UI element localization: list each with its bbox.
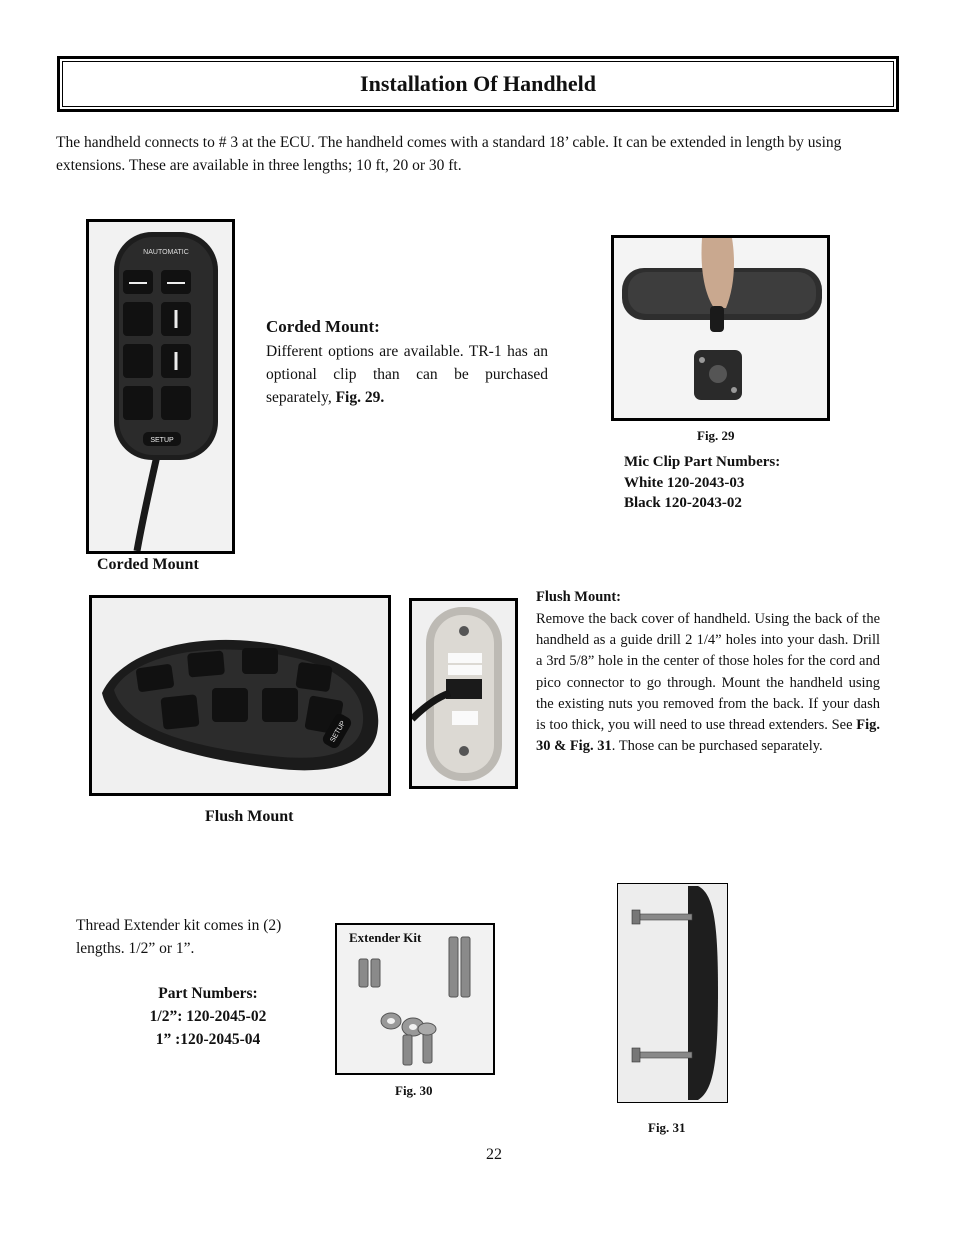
corded-mount-heading: Corded Mount: [266, 317, 380, 336]
mic-clip-title: Mic Clip Part Numbers: [624, 454, 781, 470]
extender-part-numbers [76, 982, 340, 1051]
fig29-caption: Fig. 29 [697, 428, 735, 443]
corded-mount-text [266, 340, 548, 409]
corded-setup-text: SETUP [150, 437, 174, 444]
flush-mount-heading: Flush Mount: [536, 589, 622, 605]
mic-clip-black: Black 120-2043-02 [624, 495, 742, 511]
flush-fig-ref: Fig. 30 & Fig. 31 [536, 717, 881, 755]
fig29-photo [611, 235, 830, 421]
fig31-caption: Fig. 31 [648, 1120, 686, 1135]
flush-back-photo [409, 598, 518, 789]
flush-mount-text [536, 609, 880, 757]
extender-installed-image [618, 884, 727, 1102]
corded-handheld-image [89, 222, 232, 551]
corded-mount-body: Different options are available. TR-1 has an optional clip than can be purchased separately, [266, 343, 548, 406]
corded-brand-text: NAUTOMATIC [143, 249, 189, 256]
flush-mount-body-end: . Those can be purchased separately. [611, 738, 823, 755]
page-title: Installation Of Handheld [360, 71, 596, 96]
fig30-caption: Fig. 30 [395, 1083, 433, 1098]
mic-clip-part-numbers [624, 452, 780, 514]
corded-mount-photo [86, 219, 235, 554]
mic-clip-white: White 120-2043-03 [624, 474, 745, 491]
extender-kit-image [337, 925, 493, 1073]
extender-part-one: 1” :120-2045-04 [155, 1031, 261, 1048]
fig31-photo [617, 883, 728, 1103]
page-title-box [57, 56, 899, 112]
corded-fig-ref: Fig. 29. [335, 389, 385, 406]
corded-mount-caption: Corded Mount [97, 556, 199, 573]
mic-clip-image [614, 238, 827, 418]
extender-text: Thread Extender kit comes in (2) lengths. 1/2” or 1”. [76, 917, 282, 957]
extender-part-half: 1/2”: 120-2045-02 [149, 1008, 267, 1025]
flush-setup-text: SETUP [329, 719, 348, 744]
page-number: 22 [486, 1146, 502, 1163]
intro-paragraph: The handheld connects to # 3 at the ECU. The handheld comes with a standard 18’ cable. It can be extended in length by using extensions. These are available in three lengths; 10 ft, 20 or 30 ft. [56, 134, 842, 174]
flush-mount-photo [89, 595, 391, 796]
fig30-photo [335, 923, 495, 1075]
extender-part-title: Part Numbers: [158, 985, 258, 1002]
flush-mount-caption: Flush Mount [205, 808, 294, 825]
extender-kit-label: Extender Kit [349, 930, 422, 945]
flush-mount-body: Remove the back cover of handheld. Using the back of the handheld as a guide drill 2 1/4” holes into your dash. Drill a 3rd 5/8” hole in the center of those holes for the cord and pico connector to go through. Mount the handheld using the existing nuts you removed from the back. If your dash is too thick, you will need to use thread extenders. See [536, 611, 880, 734]
flush-handheld-image [92, 598, 388, 793]
handheld-back-image [412, 601, 515, 786]
